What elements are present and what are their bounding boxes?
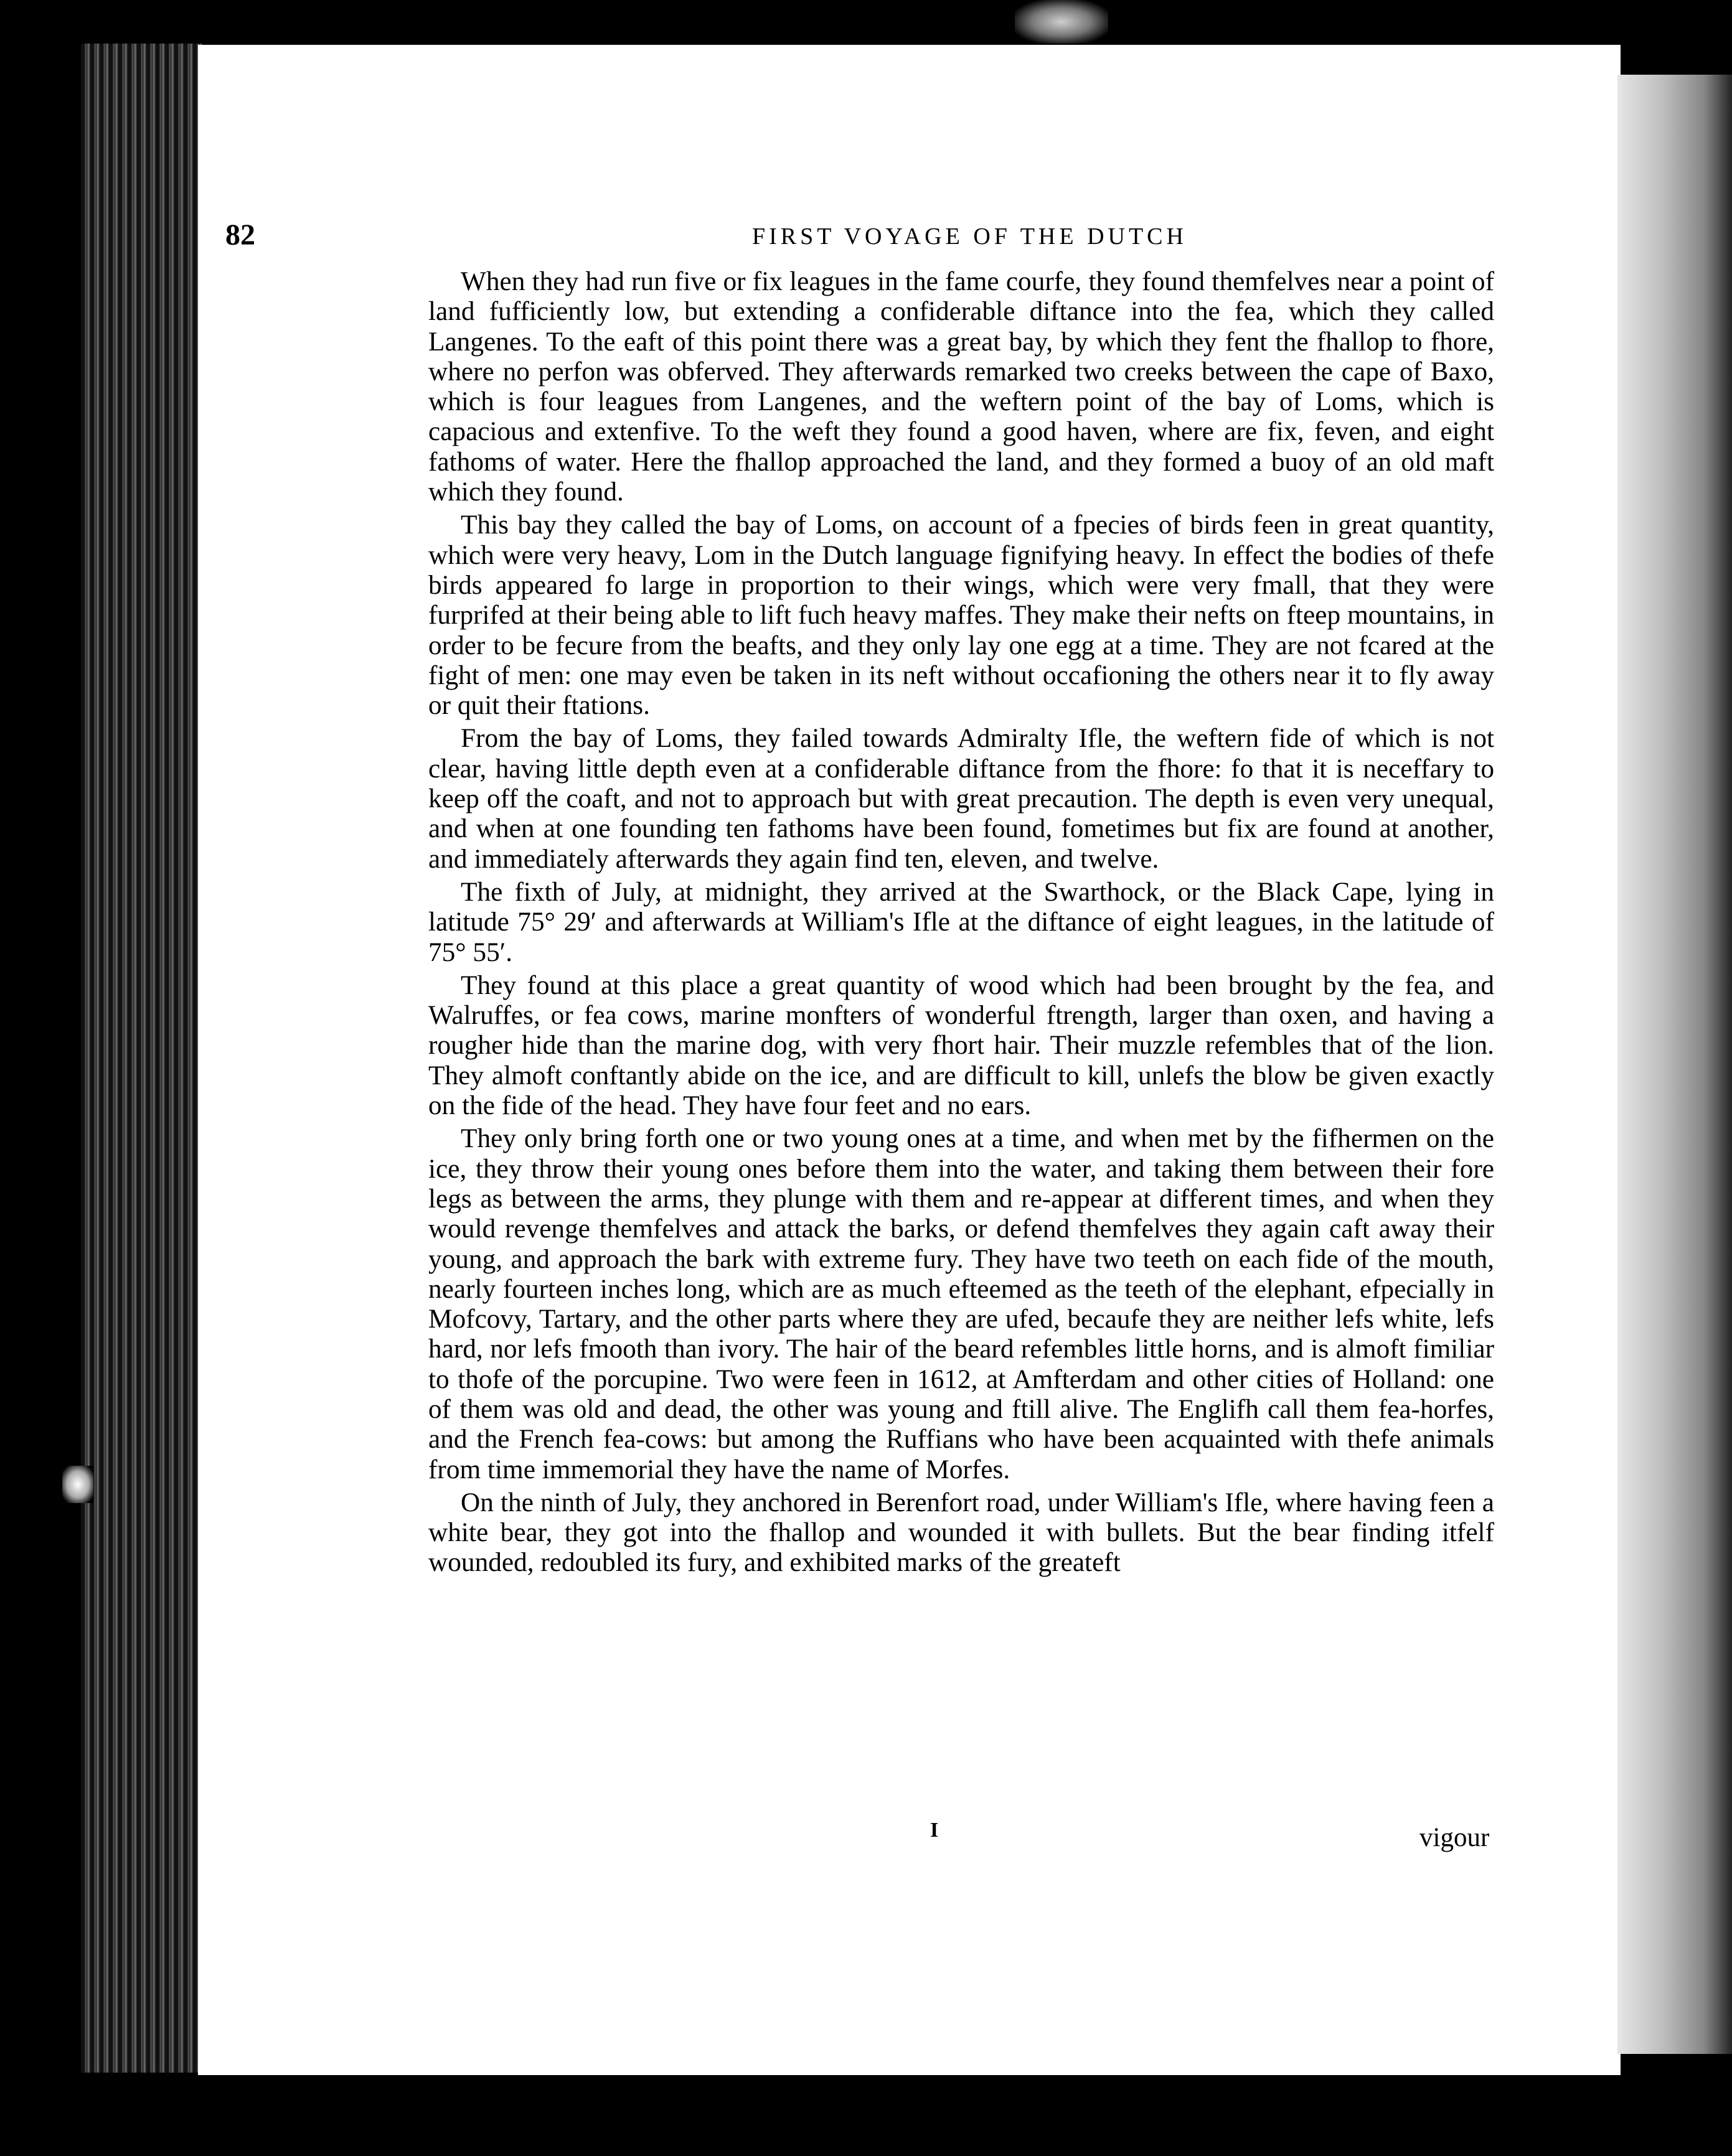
running-head [225,218,1284,255]
catchword: vigour [1419,1823,1490,1852]
paragraph: When they had run five or fix leagues in the fame courfe, they found themfelves near a point of land fufficiently low, but extending a confiderable diftance into the fea, which they called Langenes. To the eaft of this point there was a great bay, by which they fent the fhallop to fhore, where no perfon was obferved. They afterwards remarked two creeks between the cape of Baxo, which is four leagues from Langenes, and the weftern point of the bay of Loms, which is capacious and extenfive. To the weft they found a good haven, where are fix, feven, and eight fathoms of water. Here the fhallop approached the land, and they formed a buoy of an old maft which they found. [428,266,1494,507]
opposite-page-edge [1617,75,1732,2054]
paragraph: From the bay of Loms, they failed towards Admiralty Ifle, the weftern fide of which is not clear, having little depth even at a confiderable diftance from the fhore: fo that it is neceffary to keep off the coaft, and not to approach but with great precaution. The depth is even very unequal, and when at one founding ten fathoms have been found, fometimes but fix are found at another, and immediately afterwards they again find ten, eleven, and twelve. [428,723,1494,874]
top-smudge-mark [1015,0,1108,44]
paragraph: They only bring forth one or two young ones at a time, and when met by the fifhermen on the ice, they throw their young ones before them into the water, and taking them between their fore legs as between the arms, they plunge with them and re-appear at different times, and when they would revenge themfelves and attack the barks, or defend themfelves they again caft away their young, and approach the bark with extreme fury. They have two teeth on each fide of the mouth, nearly fourteen inches long, which are as much efteemed as the teeth of the elephant, efpecially in Mofcovy, Tartary, and the other parts where they are ufed, becaufe they are neither lefs white, lefs hard, nor lefs fmooth than ivory. The hair of the beard refembles little horns, and is almoft fimiliar to thofe of the porcupine. Two were feen in 1612, at Amfterdam and other cities of Holland: one of them was old and dead, the other was young and ftill alive. The Englifh call them fea-horfes, and the French fea-cows: but among the Ruffians who have been acquainted with thefe animals from time immemorial they have the name of Morfes. [428,1123,1494,1484]
paragraph: They found at this place a great quantity of wood which had been brought by the fea, and Walruffes, or fea cows, marine monfters of wonderful ftrength, larger than oxen, and having a rougher hide than the marine dog, with very fhort hair. Their muzzle refembles that of the lion. They almoft conftantly abide on the ice, and are difficult to kill, unlefs the blow be given exactly on the fide of the head. They have four feet and no ears. [428,970,1494,1121]
paragraph: On the ninth of July, they anchored in Berenfort road, under William's Ifle, where having feen a white bear, they got into the fhallop and wounded it with bullets. But the bear finding itfelf wounded, redoubled its fury, and exhibited marks of the greateft [428,1487,1494,1578]
paragraph: This bay they called the bay of Loms, on account of a fpecies of birds feen in great quantity, which were very heavy, Lom in the Dutch language fignifying heavy. In effect the bodies of thefe birds appeared fo large in proportion to their wings, which were very fmall, that they were furprifed at their being able to lift fuch heavy maffes. They make their nefts on fteep mountains, in order to be fecure from the beafts, and they only lay one egg at a time. They are not fcared at the fight of men: one may even be taken in its neft without occafioning the others near it to fly away or quit their ftations. [428,510,1494,721]
margin-spot-mark [62,1466,93,1503]
paragraph: The fixth of July, at midnight, they arrived at the Swarthock, or the Black Cape, lying in latitude 75° 29′ and afterwards at William's Ifle at the diftance of eight leagues, in the latitude of 75° 55′. [428,876,1494,967]
signature-mark: I [930,1819,939,1842]
book-spine-edge [81,44,202,2073]
body-text [428,266,1494,1581]
running-title: FIRST VOYAGE OF THE DUTCH [752,223,1187,250]
page-number: 82 [225,218,255,251]
